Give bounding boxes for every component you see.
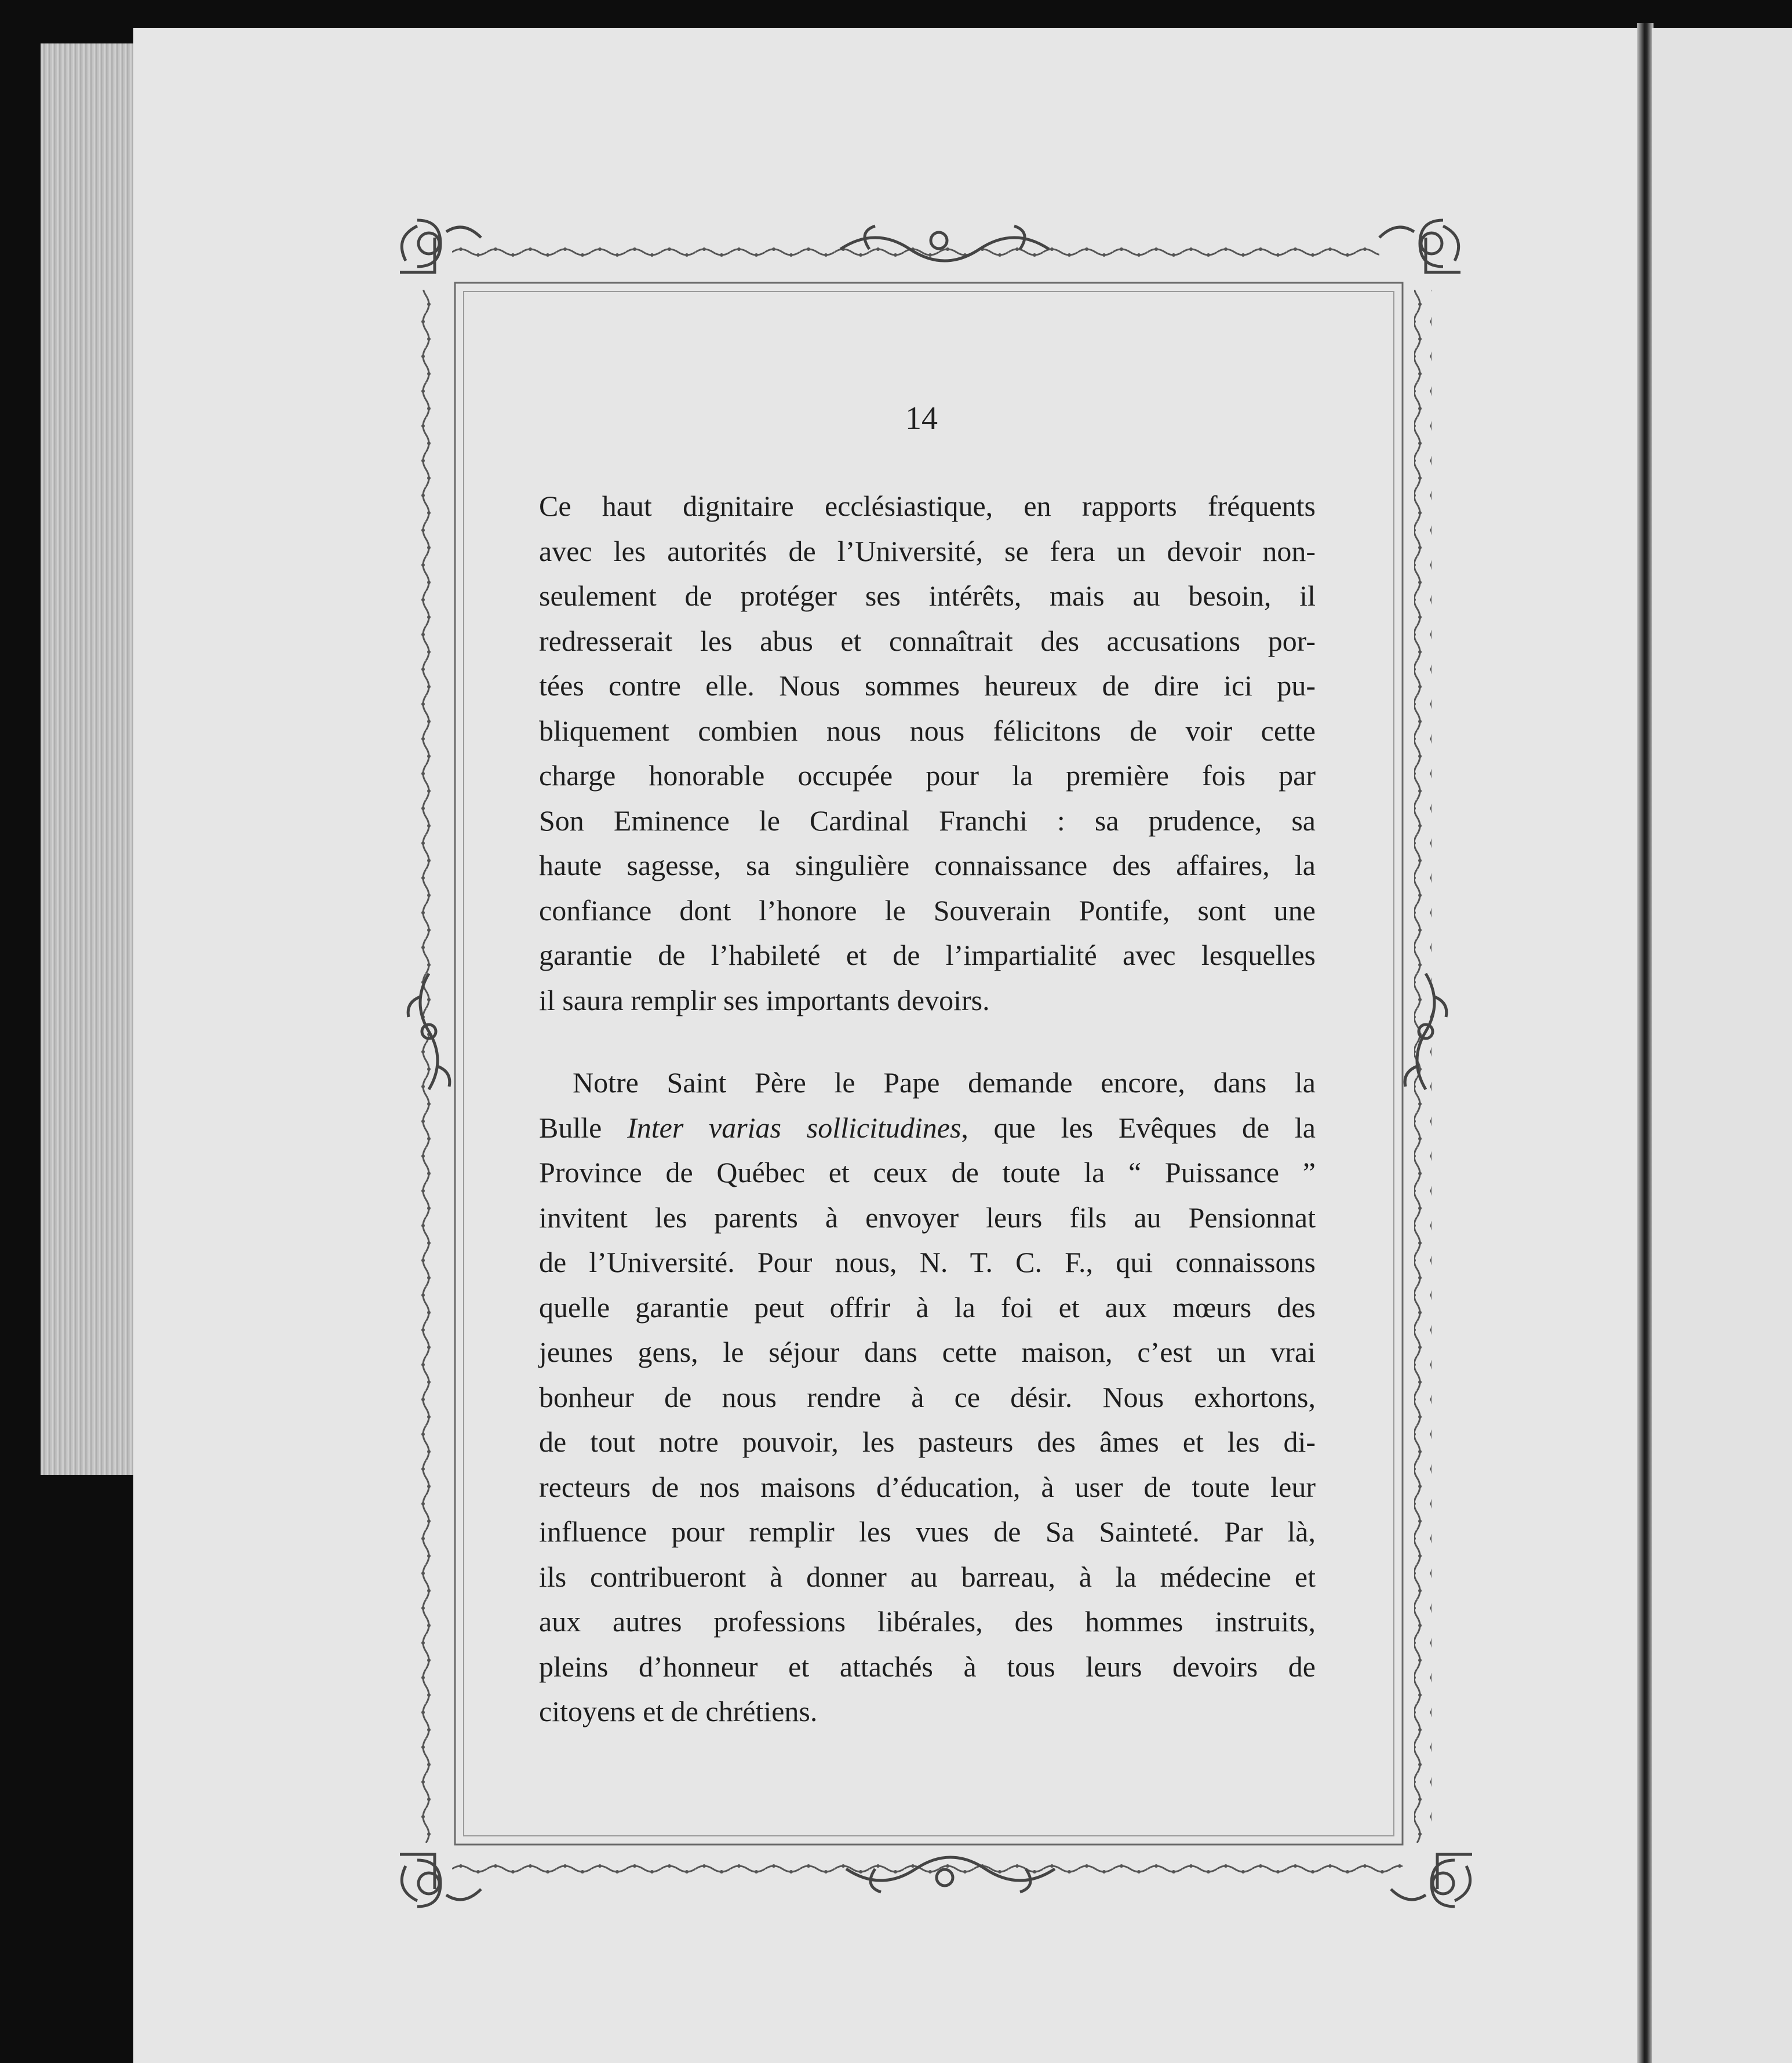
text-line: tées contre elle. Nous sommes heureux de dire ici pu-	[539, 669, 1316, 702]
text-line: de tout notre pouvoir, les pasteurs des âmes et les di-	[539, 1426, 1316, 1458]
text-line	[539, 1106, 1316, 1151]
text-line: Son Eminence le Cardinal Franchi : sa prudence, sa	[539, 804, 1316, 837]
text-line: invitent les parents à envoyer leurs fils au Pensionnat	[539, 1201, 1316, 1234]
text-line: confiance dont l’honore le Souverain Pontife, sont une	[539, 894, 1316, 927]
text-line: redresserait les abus et connaîtrait des accusations por-	[539, 624, 1316, 657]
text-line: Ce haut dignitaire ecclésiastique, en rapports fréquents	[539, 490, 1316, 522]
text-line: avec les autorités de l’Université, se fera un devoir non-	[539, 534, 1316, 567]
text-line: bliquement combien nous nous félicitons de voir cette	[539, 714, 1316, 747]
text-line: ils contribueront à donner au barreau, à la médecine et	[539, 1560, 1316, 1593]
text-line: garantie de l’habileté et de l’impartialité avec lesquelles	[539, 939, 1316, 971]
text-line: haute sagesse, sa singulière connaissance des affaires, la	[539, 849, 1316, 881]
paragraph-1	[539, 484, 1316, 1023]
text-run: , que les Evêques de la	[961, 1111, 1316, 1144]
text-line: pleins d’honneur et attachés à tous leurs devoirs de	[539, 1650, 1316, 1683]
text-line: recteurs de nos maisons d’éducation, à user de toute leur	[539, 1470, 1316, 1503]
text-run: Bulle	[539, 1111, 628, 1144]
text-line: Notre Saint Père le Pape demande encore, dans la	[573, 1066, 1316, 1099]
text-line: aux autres professions libérales, des hommes instruits,	[539, 1605, 1316, 1638]
text-line: bonheur de nous rendre à ce désir. Nous exhortons,	[539, 1380, 1316, 1413]
text-line: de l’Université. Pour nous, N. T. C. F., qui connaissons	[539, 1246, 1316, 1278]
text-line: il saura remplir ses importants devoirs.	[539, 983, 990, 1016]
text-line: seulement de protéger ses intérêts, mais au besoin, il	[539, 579, 1316, 612]
text-line: influence pour remplir les vues de Sa Sainteté. Par là,	[539, 1515, 1316, 1548]
text-line: quelle garantie peut offrir à la foi et aux mœurs des	[539, 1291, 1316, 1324]
text-line: citoyens et de chrétiens.	[539, 1695, 818, 1727]
bull-title: Inter varias sollicitudines	[627, 1111, 961, 1144]
text-line: charge honorable occupée pour la première fois par	[539, 759, 1316, 792]
paragraph-2	[539, 1060, 1316, 1734]
border-left-vine	[420, 290, 438, 1843]
page-number: 14	[905, 400, 938, 436]
corner-flourish-icon	[1391, 1854, 1472, 1907]
text-line: jeunes gens, le séjour dans cette maison, c’est un vrai	[539, 1336, 1316, 1368]
text-line: Province de Québec et ceux de toute la “ Puissance ”	[539, 1156, 1316, 1189]
corner-flourish-icon	[1379, 220, 1460, 272]
